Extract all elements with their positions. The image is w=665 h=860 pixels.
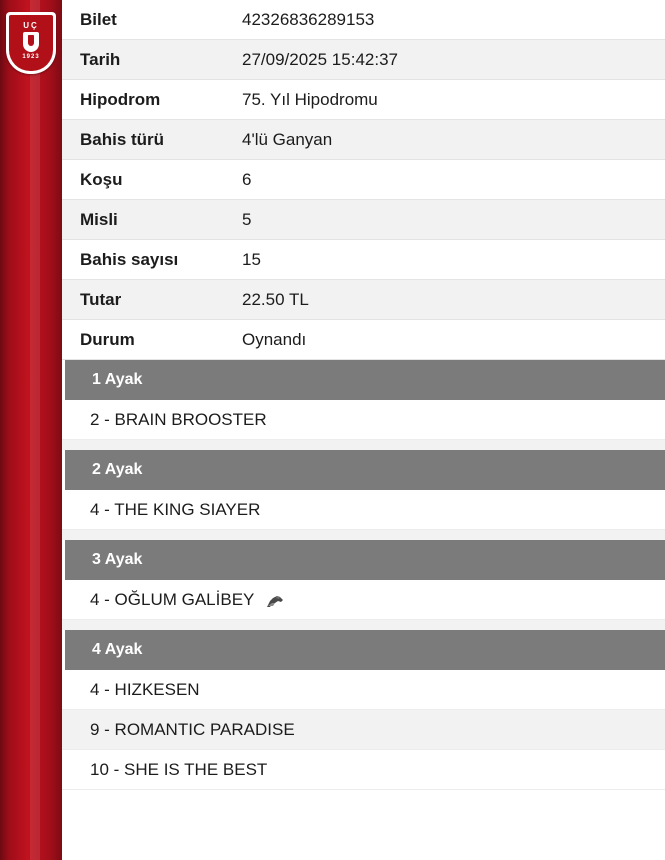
row-label: Tutar bbox=[80, 289, 122, 309]
table-row bbox=[62, 0, 665, 40]
crest-letters: UÇ bbox=[23, 21, 39, 30]
row-value: 6 bbox=[242, 169, 252, 189]
rail-highlight bbox=[30, 0, 40, 860]
section-divider bbox=[62, 440, 665, 450]
row-label: Durum bbox=[80, 329, 135, 349]
club-crest-logo bbox=[6, 12, 56, 74]
bottom-padding bbox=[62, 790, 665, 806]
section-divider bbox=[62, 530, 665, 540]
row-value: 15 bbox=[242, 249, 261, 269]
table-row bbox=[62, 120, 665, 160]
crest-shield-icon bbox=[23, 32, 39, 52]
list-item[interactable] bbox=[62, 490, 665, 530]
row-value: 27/09/2025 15:42:37 bbox=[242, 49, 398, 69]
leg-header: 3 Ayak bbox=[62, 540, 665, 580]
horse-label: 9 - ROMANTIC PARADISE bbox=[90, 719, 295, 739]
horse-label: 2 - BRAIN BROOSTER bbox=[90, 409, 267, 429]
brand-rail bbox=[0, 0, 62, 860]
horse-label: 4 - OĞLUM GALİBEY bbox=[90, 589, 255, 609]
list-item[interactable] bbox=[62, 710, 665, 750]
row-value: 22.50 TL bbox=[242, 289, 309, 309]
ticket-content bbox=[62, 0, 665, 860]
row-value: 75. Yıl Hipodromu bbox=[242, 89, 378, 109]
leg-header: 2 Ayak bbox=[62, 450, 665, 490]
row-label: Hipodrom bbox=[80, 89, 161, 109]
section-divider bbox=[62, 620, 665, 630]
list-item[interactable] bbox=[62, 670, 665, 710]
row-value: 42326836289153 bbox=[242, 9, 375, 29]
table-row bbox=[62, 240, 665, 280]
row-label: Bahis sayısı bbox=[80, 249, 179, 269]
row-label: Tarih bbox=[80, 49, 121, 69]
horse-label: 4 - THE KING SIAYER bbox=[90, 499, 261, 519]
table-row bbox=[62, 320, 665, 360]
leg-header: 1 Ayak bbox=[62, 360, 665, 400]
row-value: Oynandı bbox=[242, 329, 307, 349]
row-label: Bahis türü bbox=[80, 129, 165, 149]
leg-header: 4 Ayak bbox=[62, 630, 665, 670]
list-item[interactable] bbox=[62, 580, 665, 620]
table-row bbox=[62, 280, 665, 320]
row-value: 5 bbox=[242, 209, 252, 229]
row-label: Misli bbox=[80, 209, 118, 229]
row-label: Bilet bbox=[80, 9, 117, 29]
leg-block bbox=[62, 400, 665, 440]
horse-label: 10 - SHE IS THE BEST bbox=[90, 759, 268, 779]
leg-block bbox=[62, 670, 665, 790]
list-item[interactable] bbox=[62, 750, 665, 790]
row-value: 4'lü Ganyan bbox=[242, 129, 333, 149]
leg-block bbox=[62, 490, 665, 530]
leg-block bbox=[62, 580, 665, 620]
crest-year: 1923 bbox=[22, 54, 40, 60]
horse-label: 4 - HIZKESEN bbox=[90, 679, 200, 699]
table-row bbox=[62, 200, 665, 240]
list-item[interactable] bbox=[62, 400, 665, 440]
table-row bbox=[62, 160, 665, 200]
table-row bbox=[62, 80, 665, 120]
winning-horse-icon bbox=[266, 593, 284, 606]
row-label: Koşu bbox=[80, 169, 123, 189]
table-row bbox=[62, 40, 665, 80]
crest-inner bbox=[9, 15, 53, 71]
